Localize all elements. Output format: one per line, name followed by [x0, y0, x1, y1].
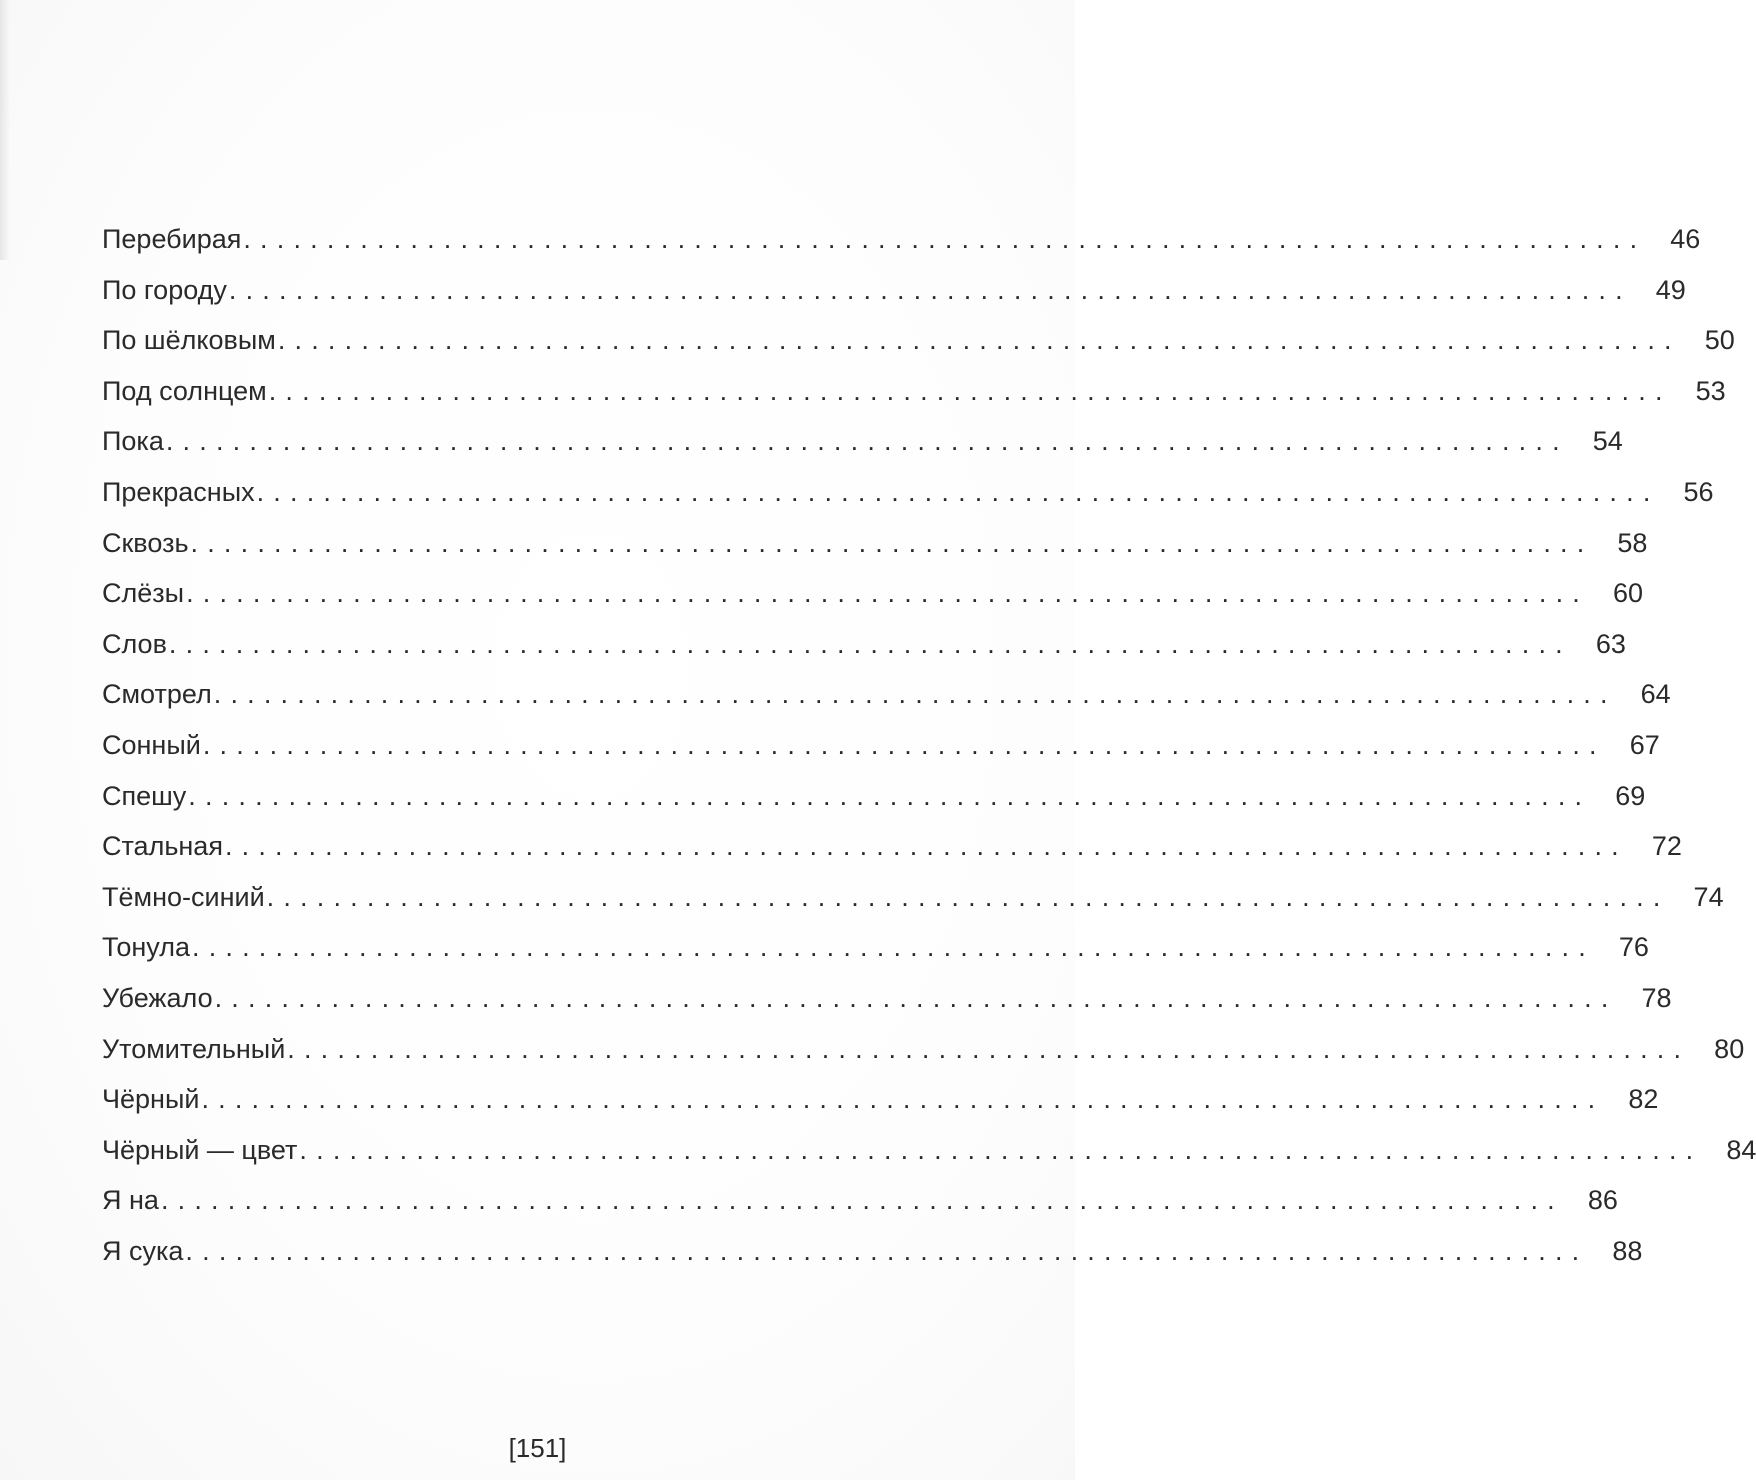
- toc-leader-dots: ....................................................................................: [266, 881, 1670, 912]
- toc-entry: [102, 416, 1623, 467]
- page-number: [151]: [508, 1433, 567, 1463]
- toc-leader-dots: ....................................................................................: [165, 426, 1569, 457]
- toc-entry: [102, 214, 1701, 265]
- toc-leader-dots: ....................................................................................: [202, 729, 1606, 760]
- toc-entry: [102, 315, 1735, 366]
- toc-entry-page: 86: [1587, 1185, 1618, 1216]
- toc-entry: [102, 366, 1726, 417]
- toc-entry-title: Стальная: [102, 831, 223, 862]
- toc-entry-page: 50: [1704, 325, 1735, 356]
- toc-entry-page: 54: [1592, 426, 1623, 457]
- toc-leader-dots: ....................................................................................: [192, 932, 1595, 963]
- toc-leader-dots: ....................................................................................: [277, 325, 1681, 356]
- toc-entry-page: 78: [1641, 982, 1672, 1013]
- toc-entry: [102, 1024, 1745, 1075]
- toc-leader-dots: ....................................................................................: [201, 1084, 1605, 1115]
- toc-leader-dots: ....................................................................................: [224, 831, 1628, 862]
- toc-leader-dots: ....................................................................................: [287, 1033, 1691, 1064]
- toc-entry-page: 72: [1651, 831, 1682, 862]
- toc-entry-title: Пока: [102, 426, 164, 457]
- toc-entry-title: По шёлковым: [102, 325, 276, 356]
- toc-entry-page: 58: [1617, 527, 1648, 558]
- toc-entry-title: Перебирая: [102, 224, 242, 254]
- toc-entry-page: 60: [1612, 578, 1643, 609]
- toc-entry-title: Утомительный: [102, 1033, 286, 1064]
- toc-entry: [102, 1226, 1643, 1277]
- toc-leader-dots: ....................................................................................: [188, 780, 1592, 811]
- toc-entry: [102, 872, 1724, 923]
- toc-entry: [102, 771, 1646, 822]
- toc-entry: [102, 922, 1649, 973]
- toc-entry-title: Я сука: [102, 1235, 184, 1266]
- toc-entry-page: 49: [1655, 274, 1686, 305]
- toc-leader-dots: ....................................................................................: [168, 628, 1572, 659]
- toc-entry: [102, 467, 1714, 518]
- table-of-contents: [102, 214, 1756, 1276]
- toc-entry-page: 53: [1695, 375, 1726, 406]
- toc-entry: [102, 973, 1672, 1024]
- toc-entry-title: Чёрный — цвет: [102, 1134, 298, 1165]
- toc-entry-page: 80: [1714, 1033, 1745, 1064]
- toc-entry-page: 63: [1595, 628, 1626, 659]
- toc-entry-page: 88: [1612, 1235, 1643, 1266]
- toc-leader-dots: ....................................................................................: [185, 1235, 1589, 1266]
- toc-entry-title: Тонула: [102, 932, 190, 963]
- toc-entry-page: 84: [1726, 1134, 1756, 1165]
- toc-leader-dots: ....................................................................................: [160, 1185, 1564, 1216]
- toc-entry-title: Прекрасных: [102, 476, 255, 507]
- toc-entry: [102, 669, 1671, 720]
- toc-entry-title: Слов: [102, 628, 167, 659]
- toc-entry-title: Убежало: [102, 982, 213, 1013]
- toc-leader-dots: ....................................................................................: [214, 982, 1618, 1013]
- toc-entry: [102, 568, 1643, 619]
- toc-leader-dots: ....................................................................................: [243, 224, 1647, 254]
- toc-entry-title: Смотрел: [102, 679, 212, 710]
- page-edge-shadow: [0, 0, 10, 260]
- toc-entry-page: 69: [1615, 780, 1646, 811]
- toc-entry-title: Сквозь: [102, 527, 189, 558]
- toc-leader-dots: ....................................................................................: [213, 679, 1617, 710]
- toc-entry: [102, 1175, 1618, 1226]
- toc-entry-page: 64: [1640, 679, 1671, 710]
- toc-entry: [102, 720, 1660, 771]
- toc-entry: [102, 619, 1626, 670]
- toc-entry: [102, 518, 1648, 569]
- toc-entry-page: 74: [1693, 881, 1724, 912]
- toc-entry: [102, 265, 1686, 316]
- toc-leader-dots: ....................................................................................: [256, 476, 1660, 507]
- toc-entry-page: 67: [1629, 729, 1660, 760]
- toc-entry-title: Чёрный: [102, 1084, 200, 1115]
- toc-entry-title: По городу: [102, 274, 227, 305]
- toc-entry-page: 82: [1628, 1084, 1659, 1115]
- toc-entry-page: 76: [1618, 932, 1649, 963]
- toc-leader-dots: ....................................................................................: [299, 1134, 1703, 1165]
- toc-entry-title: Тёмно-синий: [102, 881, 265, 912]
- toc-leader-dots: ....................................................................................: [190, 527, 1594, 558]
- toc-entry-title: Слёзы: [102, 578, 185, 609]
- toc-entry-page: 46: [1670, 224, 1701, 254]
- toc-leader-dots: ....................................................................................: [228, 274, 1632, 305]
- toc-entry-page: 56: [1683, 476, 1714, 507]
- toc-entry-title: Под солнцем: [102, 375, 267, 406]
- toc-entry: [102, 1074, 1659, 1125]
- toc-entry: [102, 821, 1682, 872]
- toc-leader-dots: ....................................................................................: [186, 578, 1589, 609]
- toc-entry: [102, 1125, 1756, 1176]
- toc-leader-dots: ....................................................................................: [268, 375, 1672, 406]
- toc-entry-title: Я на: [102, 1185, 159, 1216]
- toc-entry-title: Сонный: [102, 729, 201, 760]
- toc-entry-title: Спешу: [102, 780, 187, 811]
